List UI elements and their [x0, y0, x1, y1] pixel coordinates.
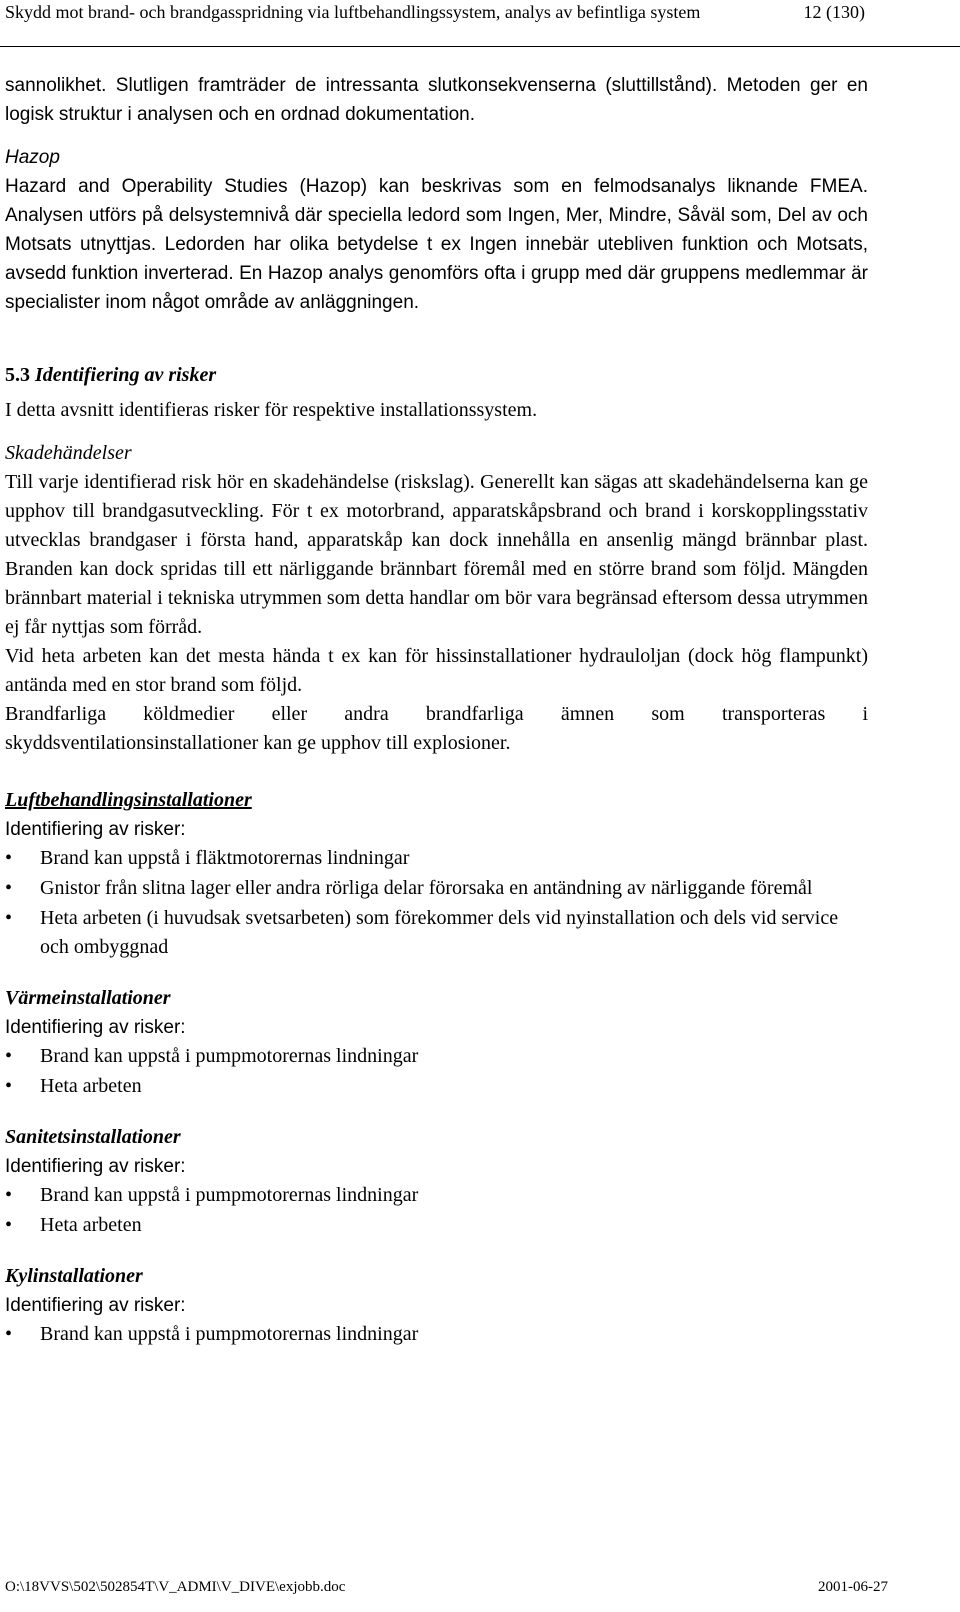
skadehandelser-heading: Skadehändelser: [5, 442, 132, 464]
hazop-heading: Hazop: [5, 147, 60, 168]
list-item: • Brand kan uppstå i pumpmotorernas lindningar: [5, 1042, 868, 1071]
list-item: • Brand kan uppstå i pumpmotorernas lindningar: [5, 1320, 868, 1349]
header-rule: [0, 46, 960, 47]
document-date: 2001-06-27: [818, 1579, 888, 1595]
list-item: • Heta arbeten: [5, 1072, 868, 1101]
bullet-icon: •: [5, 907, 13, 929]
bullet-icon: •: [5, 847, 13, 869]
bullet-icon: •: [5, 1214, 13, 1236]
hazop-paragraph: Hazard and Operability Studies (Hazop) kan beskrivas som en felmodsanalys liknande FMEA. Analysen utförs på delsystemnivå där speciella ledord som Ingen, Mer, Mindre, Såväl som, Del av och Motsats utnyttjas. Ledorden har olika betydelse t ex Ingen innebär utebliven funktion och Motsats, avsedd funktion inverterad. En Hazop analys genomförs ofta i grupp med där gruppens medlemmar är specialister inom något område av anläggningen.: [5, 176, 868, 313]
bullet-icon: •: [5, 877, 13, 899]
list-item: • Gnistor från slitna lager eller andra rörliga delar förorsaka en antändning av närliggande föremål: [5, 874, 868, 903]
luft-list: [5, 844, 868, 962]
page-header: [5, 0, 865, 36]
document-body: [5, 71, 868, 1350]
bullet-icon: •: [5, 1184, 13, 1206]
file-path: O:\18VVS\502\502854T\V_ADMI\V_DIVE\exjobb.doc: [5, 1579, 346, 1595]
kyl-list: [5, 1320, 868, 1349]
list-item: • Heta arbeten (i huvudsak svetsarbeten) som förekommer dels vid nyinstallation och dels vid service och ombyggnad: [5, 904, 868, 962]
sanitet-list: [5, 1181, 868, 1240]
bullet-icon: •: [5, 1045, 13, 1067]
skadehandelser-paragraph-2: Vid heta arbeten kan det mesta hända t ex kan för hissinstallationer hydrauloljan (dock hög flampunkt) antända med en stor brand som följd.: [5, 645, 868, 696]
varme-heading: Värmeinstallationer: [5, 987, 171, 1009]
page-footer: [5, 1577, 888, 1597]
section-heading: [5, 361, 868, 390]
list-item: • Brand kan uppstå i fläktmotorernas lindningar: [5, 844, 868, 873]
skadehandelser-paragraph-3: Brandfarliga köldmedier eller andra brandfarliga ämnen som transporteras i skyddsventilationsinstallationer kan ge upphov till explosioner.: [5, 703, 868, 754]
sanitet-label: Identifiering av risker:: [5, 1156, 186, 1177]
section-intro: I detta avsnitt identifieras risker för respektive installationssystem.: [5, 399, 538, 421]
list-item: • Brand kan uppstå i pumpmotorernas lindningar: [5, 1181, 868, 1210]
luft-heading: Luftbehandlingsinstallationer: [5, 789, 252, 811]
page-number: 12 (130): [803, 2, 865, 22]
luft-label: Identifiering av risker:: [5, 819, 186, 840]
bullet-icon: •: [5, 1075, 13, 1097]
kyl-label: Identifiering av risker:: [5, 1295, 186, 1316]
intro-paragraph: sannolikhet. Slutligen framträder de intressanta slutkonsekvenserna (sluttillstånd). Metoden ger en logisk struktur i analysen och en ordnad dokumentation.: [5, 75, 868, 125]
kyl-heading: Kylinstallationer: [5, 1265, 143, 1287]
section-title: Identifiering av risker: [35, 364, 217, 386]
varme-label: Identifiering av risker:: [5, 1017, 186, 1038]
skadehandelser-paragraph-1: Till varje identifierad risk hör en skadehändelse (riskslag). Generellt kan sägas att skadehändelserna kan ge upphov till brandgasutveckling. För t ex motorbrand, apparatskåpsbrand och brand i korskopplingsstativ utvecklas brandgaser i första hand, apparatskåp kan dock innehålla en ansenlig mängd brännbar plast. Branden kan dock spridas till ett närliggande brännbart föremål med en större brand som följd. Mängden brännbart material i tekniska utrymmen som detta handlar om bör vara begränsad eftersom dessa utrymmen ej får nyttjas som förråd.: [5, 471, 868, 638]
varme-list: [5, 1042, 868, 1101]
document-title: Skydd mot brand- och brandgasspridning via luftbehandlingssystem, analys av befintliga system: [5, 2, 701, 22]
list-item: • Heta arbeten: [5, 1211, 868, 1240]
bullet-icon: •: [5, 1323, 13, 1345]
section-number: 5.3: [5, 364, 30, 386]
sanitet-heading: Sanitetsinstallationer: [5, 1126, 181, 1148]
